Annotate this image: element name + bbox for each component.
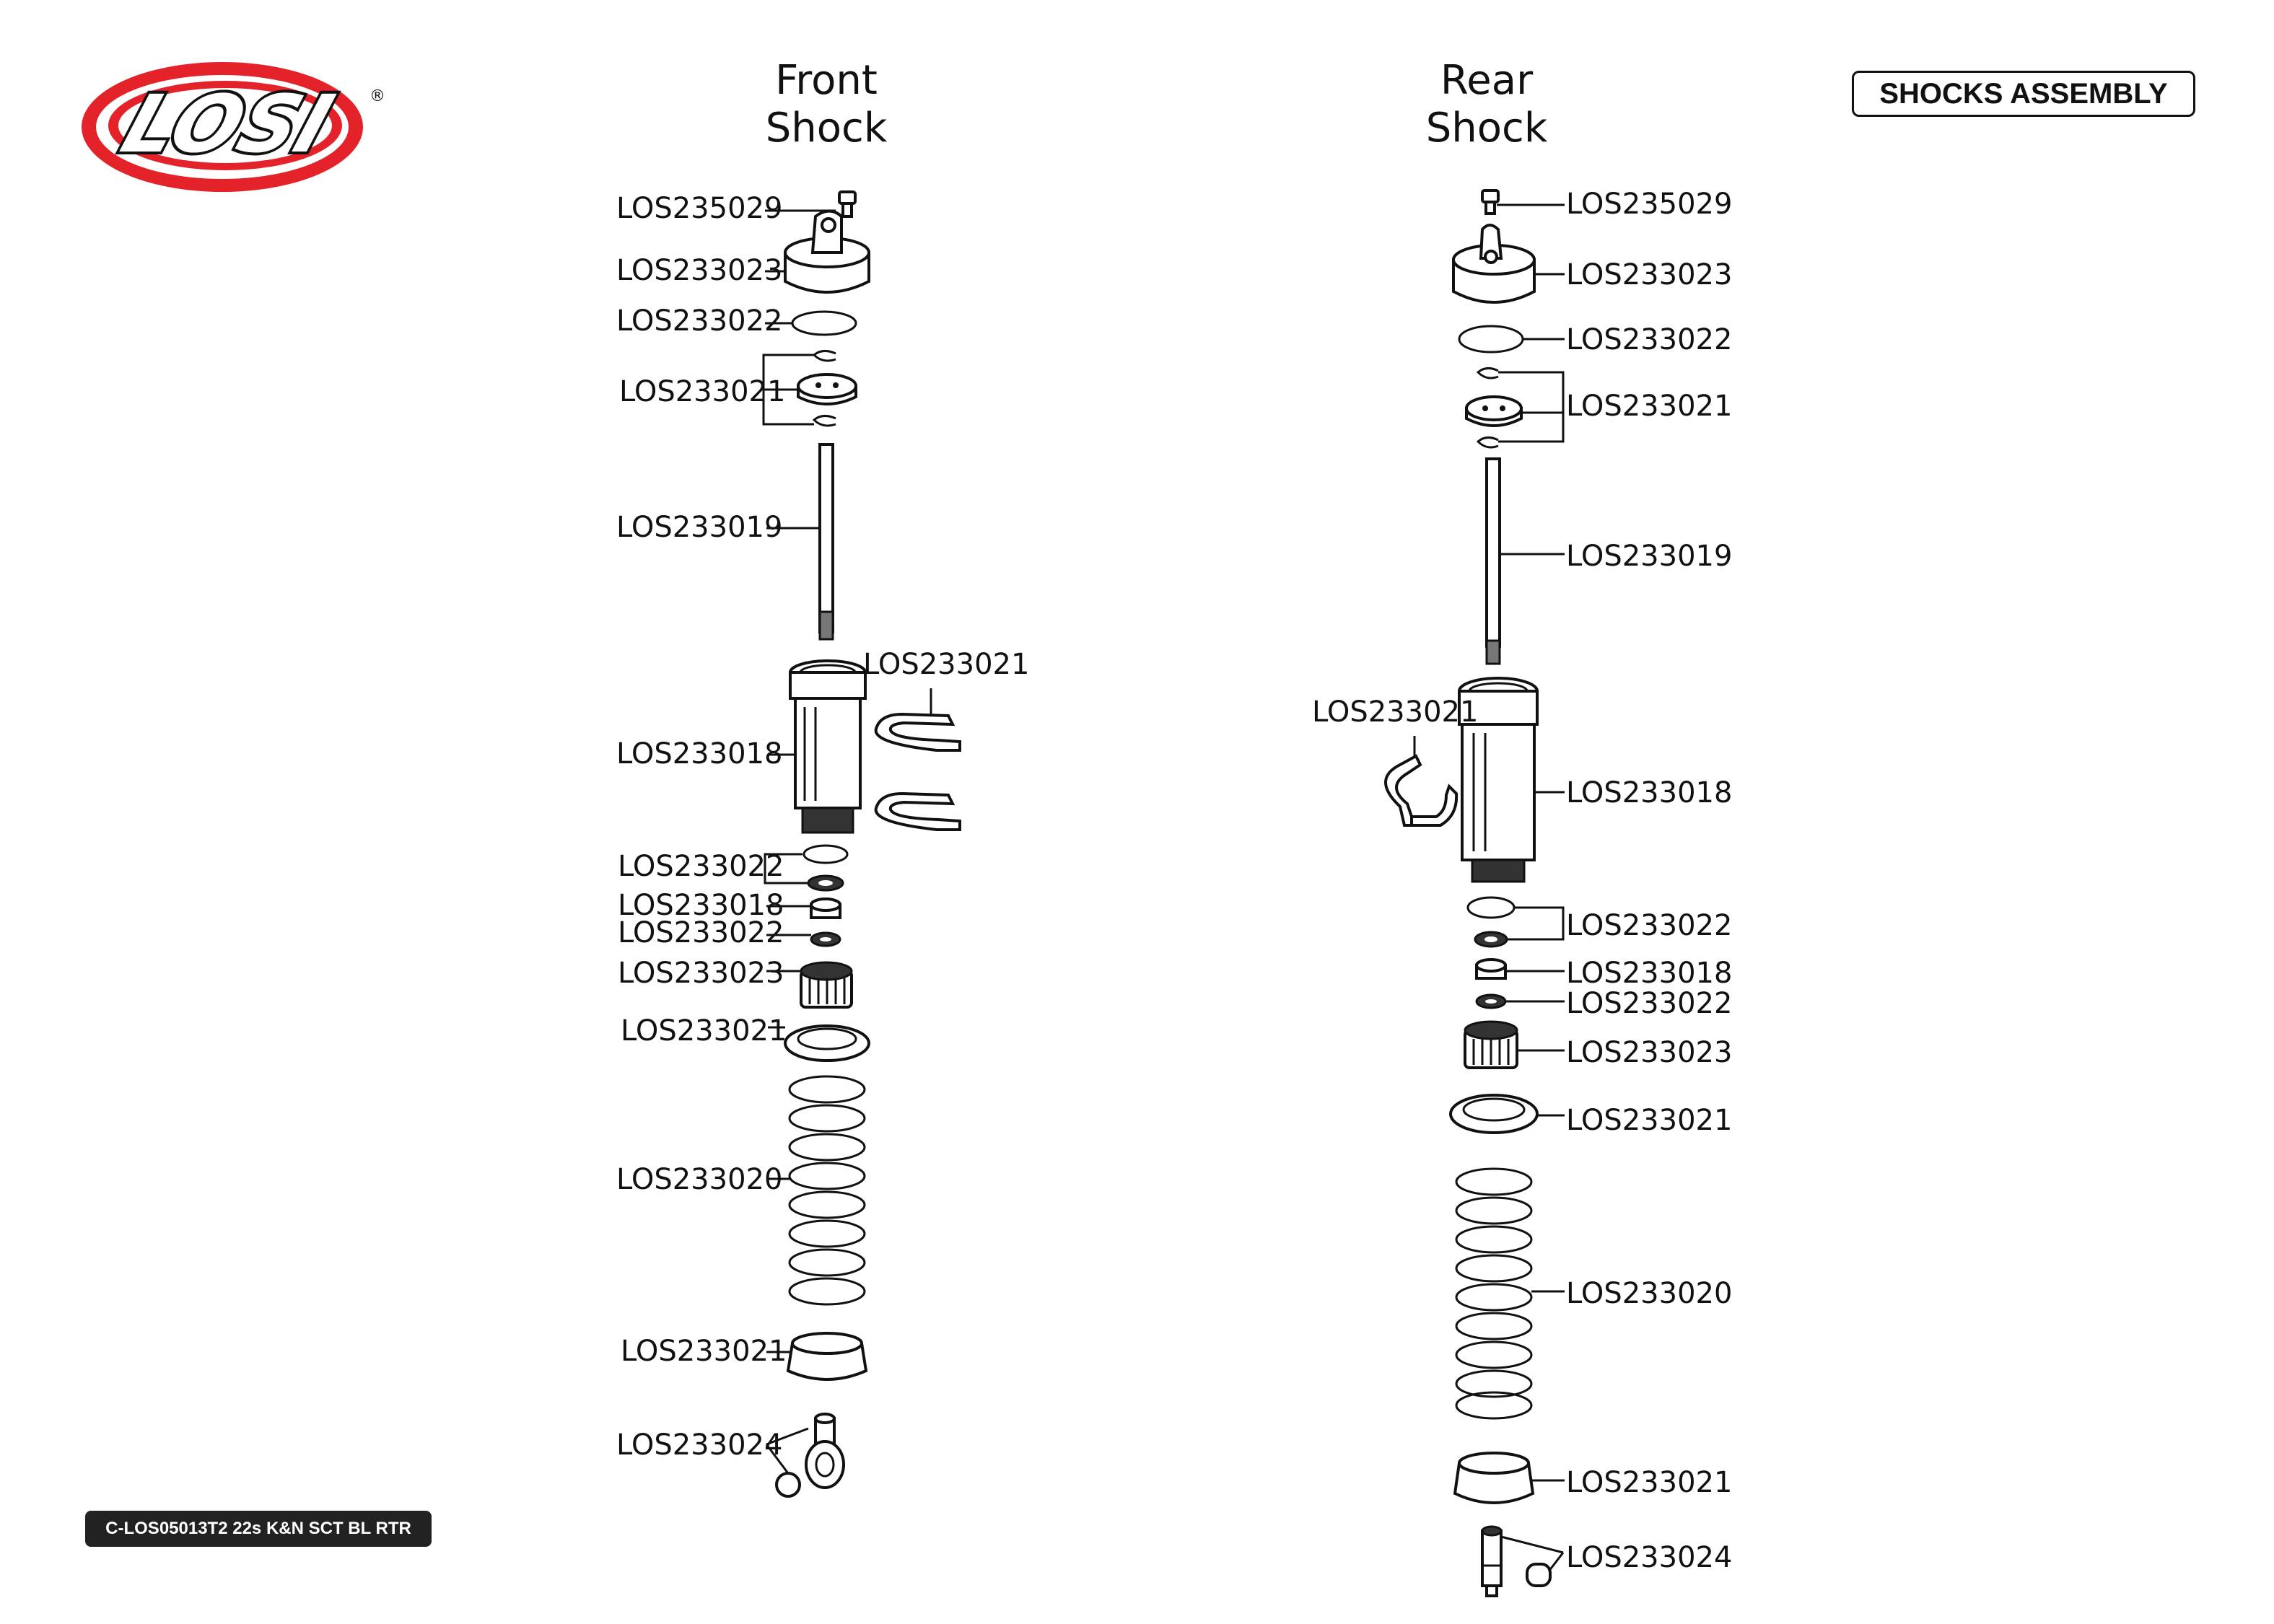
front-spring-cup bbox=[785, 1026, 869, 1061]
front-shock-body bbox=[790, 661, 865, 833]
section-title-badge: SHOCKS ASSEMBLY bbox=[1852, 71, 2195, 117]
front-shock-shaft bbox=[820, 444, 833, 639]
rear-label-piston: LOS233021 bbox=[1566, 390, 1733, 423]
front-o-ring bbox=[792, 312, 856, 335]
front-label-spacer: LOS233018 bbox=[618, 889, 784, 922]
losi-logo bbox=[82, 62, 385, 192]
rear-label-rod-end: LOS233024 bbox=[1566, 1541, 1733, 1574]
front-cap-screw bbox=[839, 192, 855, 216]
rear-shock-shaft bbox=[1487, 459, 1500, 664]
front-spring bbox=[790, 1076, 865, 1304]
rear-label-lower-seal: LOS233022 bbox=[1566, 987, 1733, 1020]
front-label-shock-cap: LOS233023 bbox=[616, 254, 783, 287]
rear-label-shock-cap: LOS233023 bbox=[1566, 258, 1733, 291]
front-lower-seal-2 bbox=[811, 933, 840, 946]
rear-label-body: LOS233018 bbox=[1566, 776, 1733, 809]
rear-lower-cap bbox=[1465, 1022, 1517, 1068]
rear-title-line2: Shock bbox=[1425, 105, 1548, 152]
rear-spring bbox=[1456, 1169, 1531, 1418]
rear-shock-cap bbox=[1453, 225, 1534, 302]
front-spring-retainer bbox=[788, 1333, 866, 1379]
rear-label-shaft: LOS233019 bbox=[1566, 540, 1733, 573]
front-label-lower-seal: LOS233022 bbox=[618, 916, 784, 949]
rear-lower-o-ring bbox=[1468, 897, 1514, 918]
front-lower-seal bbox=[808, 876, 843, 890]
rear-rod-end bbox=[1482, 1527, 1501, 1596]
rear-title-line1: Rear bbox=[1440, 57, 1534, 104]
rear-label-spacer: LOS233018 bbox=[1566, 957, 1733, 990]
front-label-body-clips: LOS233021 bbox=[863, 648, 1030, 681]
front-e-clip-bottom bbox=[814, 416, 836, 426]
front-label-body: LOS233018 bbox=[616, 737, 783, 771]
front-label-lower-o-ring: LOS233022 bbox=[618, 850, 784, 883]
front-title-line1: Front bbox=[775, 57, 878, 104]
rear-label-body-clip: LOS233021 bbox=[1312, 695, 1479, 729]
rear-pivot-ball bbox=[1527, 1564, 1550, 1586]
front-title-line2: Shock bbox=[765, 105, 888, 152]
logo-wordmark: LOSI bbox=[111, 77, 344, 171]
front-label-rod-end: LOS233024 bbox=[616, 1428, 783, 1462]
front-shock bbox=[777, 192, 960, 1496]
front-label-spring: LOS233020 bbox=[616, 1163, 783, 1196]
front-label-piston: LOS233021 bbox=[619, 375, 786, 408]
rear-spring-cup bbox=[1451, 1095, 1537, 1133]
front-label-retainer: LOS233021 bbox=[621, 1335, 787, 1368]
front-label-o-ring: LOS233022 bbox=[616, 304, 783, 338]
front-label-cap-screw: LOS235029 bbox=[616, 192, 783, 225]
front-pivot-ball bbox=[777, 1473, 800, 1496]
rear-cap-screw bbox=[1482, 190, 1498, 214]
rear-lower-seal-2 bbox=[1477, 995, 1505, 1008]
kit-code-badge: C-LOS05013T2 22s K&N SCT BL RTR bbox=[85, 1511, 432, 1547]
front-spacer bbox=[811, 899, 840, 918]
rear-label-o-ring: LOS233022 bbox=[1566, 323, 1733, 356]
rear-e-clip-bottom bbox=[1478, 437, 1498, 447]
front-shock-cap bbox=[785, 211, 869, 293]
front-rod-end bbox=[806, 1414, 844, 1488]
rear-label-cap-screw: LOS235029 bbox=[1566, 188, 1733, 221]
rear-lower-seal bbox=[1475, 932, 1507, 947]
rear-label-lower-o-ring: LOS233022 bbox=[1566, 909, 1733, 942]
rear-label-spring: LOS233020 bbox=[1566, 1277, 1733, 1310]
rear-spring-retainer bbox=[1455, 1453, 1533, 1503]
rear-body-clip bbox=[1386, 756, 1456, 825]
front-lower-o-ring bbox=[804, 846, 847, 863]
front-e-clip-top bbox=[814, 351, 836, 361]
rear-shock bbox=[1386, 190, 1550, 1596]
front-label-lower-cap: LOS233023 bbox=[618, 957, 784, 990]
front-label-shaft: LOS233019 bbox=[616, 511, 783, 544]
rear-o-ring bbox=[1459, 326, 1523, 352]
rear-label-retainer: LOS233021 bbox=[1566, 1466, 1733, 1499]
rear-spacer bbox=[1477, 960, 1505, 978]
rear-label-spring-cup: LOS233021 bbox=[1566, 1104, 1733, 1137]
front-label-spring-cup: LOS233021 bbox=[621, 1014, 787, 1048]
front-lower-cap bbox=[801, 962, 852, 1007]
front-body-clips bbox=[876, 714, 960, 830]
rear-piston bbox=[1466, 397, 1521, 426]
rear-e-clip-top bbox=[1478, 368, 1498, 378]
registered-mark: ® bbox=[369, 87, 385, 105]
front-piston bbox=[798, 374, 856, 404]
rear-label-lower-cap: LOS233023 bbox=[1566, 1036, 1733, 1069]
